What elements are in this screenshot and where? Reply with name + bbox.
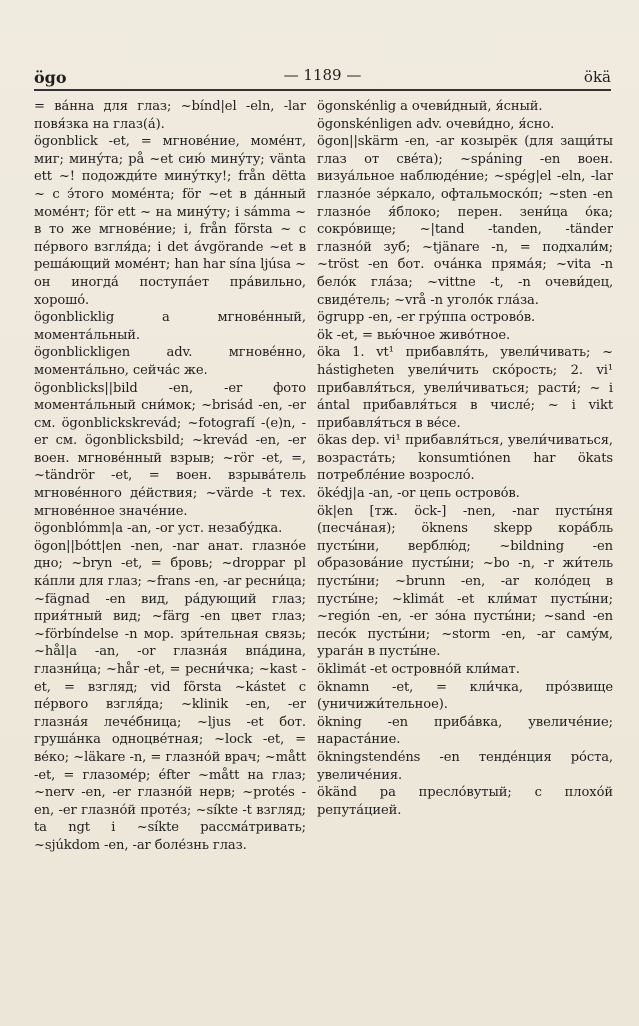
dictionary-entry: ögonskénlig a очеви́дный, я́сный. bbox=[317, 99, 543, 114]
dictionary-entry: ögonblicks||bild -en, -er фото момента́льный сни́мок; ~brisád -en, -er см. ögonblickskrevád; ~fotografí -(e)n, -er см. ögonblicksbild; ~krevád -en, -er воен. мгнове́нный взрыв; ~rör -et, =, ~tändrör -et, = воен. взрыва́тель мгнове́нного де́йствия; ~värde -t тех. мгнове́нное значе́ние. bbox=[34, 380, 306, 519]
dictionary-entry: öknamn -et, = кли́чка, про́звище (уничижи́тельное). bbox=[317, 679, 613, 713]
header-rule bbox=[34, 89, 611, 91]
dictionary-entry: ögonblickligen adv. мгнове́нно, момента́льно, сейча́с же. bbox=[34, 345, 306, 378]
dictionary-entry: ögonblicklig a мгнове́нный, момента́льный. bbox=[34, 310, 306, 343]
guide-word-left: ögo bbox=[34, 68, 67, 87]
dictionary-entry: ögonblick -et, = мгнове́ние, моме́нт, миг; мину́та; på ~et сию́ мину́ту; vänta ett ~! подожди́те мину́тку!; från dëtta ~ с э́того моме́нта; för ~et в да́нный моме́нт; för ett ~ на мину́ту; i sámma ~ в то же мгнове́ние; i, från fõrsta ~ с пе́рвого взгля́да; i det ávgörande ~et в реша́ющий моме́нт; han har sína ljúsa ~ он иногда́ поступа́ет пра́вильно, хорошо́. bbox=[34, 134, 306, 308]
dictionary-entry: ökédj|a -an, -or цепь острово́в. bbox=[317, 486, 520, 502]
right-column bbox=[317, 98, 613, 988]
page-number: — 1189 — bbox=[283, 66, 362, 84]
page-header bbox=[34, 62, 611, 88]
dictionary-entry: öka 1. vt¹ прибавля́ть, увели́чивать; ~ hástigheten увели́чить ско́рость; 2. vi¹ прибавля́ться, увели́чиваться; расти́; ~ i ántal прибавля́ться в числе́; ~ i vikt прибавля́ться в ве́се. bbox=[317, 345, 613, 431]
guide-word-right: ökä bbox=[583, 68, 611, 86]
dictionary-entry: ögon||bótt|en -nen, -nar анат. глазно́е дно; ~bryn -et, = бровь; ~droppar pl ка́пли для глаз; ~frans -en, -ar ресни́ца; ~fägnad -en вид, ра́дующий глаз; прия́тный вид; ~färg -en цвет глаз; ~förbíndelse -n мор. зри́тельная связь; ~hål|a -an, -or глазна́я впа́дина, глазни́ца; ~hår -et, = ресни́чка; ~kast -et, = взгляд; vid fõrsta ~kástet с пе́рвого взгля́да; ~klinik -en, -er глазна́я лече́бница; ~ljus -et бот. груша́нка одноцве́тная; ~lock -et, = ве́ко; ~läkare -n, = глазно́й врач; ~mått -et, = глазоме́р; éfter ~mått на глаз; ~nerv -en, -er глазно́й нерв; ~protés -en, -er глазно́й проте́з; ~síkte -t взгляд; ta ngt i ~síkte рассма́тривать; ~sjúkdom -en, -ar боле́знь глаз. bbox=[34, 538, 306, 853]
dictionary-entry: ökas dep. vi¹ прибавля́ться, увели́чиваться, возраста́ть; konsumtiónen har ökats потребле́ние возросло́. bbox=[317, 433, 613, 484]
dictionary-entry: ökning -en приба́вка, увеличе́ние; нараста́ние. bbox=[317, 714, 613, 748]
dictionary-entry: ögon||skärm -en, -ar козырёк (для защи́ты глаз от све́та); ~spáning -en воен. визуа́льное наблюде́ние; ~spég|el -eln, -lar глазно́е зе́ркало, офтальмоско́п; ~sten -en глазно́е я́блоко; перен. зени́ца о́ка; сокро́вище; ~|tand -tanden, -tänder глазно́й зуб; ~tjänare -n, = подхали́м; ~tröst -en бот. оча́нка пряма́я; ~vita -n бело́к гла́за; ~vittne -t, -n очеви́дец, свиде́тель; ~vrå -n уголо́к гла́за. bbox=[317, 134, 613, 308]
left-column bbox=[34, 98, 306, 988]
dictionary-entry: = ва́нна для глаз; ~bínd|el -eln, -lar повя́зка на глаз(а́). bbox=[34, 99, 306, 132]
dictionary-entry: ökningstendéns -en тенде́нция ро́ста, увеличе́ния. bbox=[317, 749, 613, 783]
dictionary-entry: ögonskénligen adv. очеви́дно, я́сно. bbox=[317, 116, 555, 132]
dictionary-entry: ögonblómm|a -an, -or уст. незабу́дка. bbox=[34, 521, 283, 537]
dictionary-entry: ök -et, = вью́чное живо́тное. bbox=[317, 327, 511, 343]
dictionary-entry: ögrupp -en, -er гру́ппа острово́в. bbox=[317, 310, 536, 326]
dictionary-entry: ök|en [тж. öck-] -nen, -nar пусты́ня (песча́ная); öknens skepp кора́бль пусты́ни, верблю́д; ~bildning -en образова́ние пусты́ни; ~bo -n, -r жи́тель пусты́ни; ~brunn -en, -ar коло́дец в пусты́не; ~klimát -et кли́мат пусты́ни; ~región -en, -er зо́на пусты́ни; ~sand -en песо́к пусты́ни; ~storm -en, -ar саму́м, урага́н в пусты́не. bbox=[317, 503, 613, 660]
dictionary-entry: öklimát -et островно́й кли́мат. bbox=[317, 662, 520, 677]
dictionary-entry: ökänd pa пресло́вутый; с плохо́й репута́цией. bbox=[317, 785, 613, 818]
